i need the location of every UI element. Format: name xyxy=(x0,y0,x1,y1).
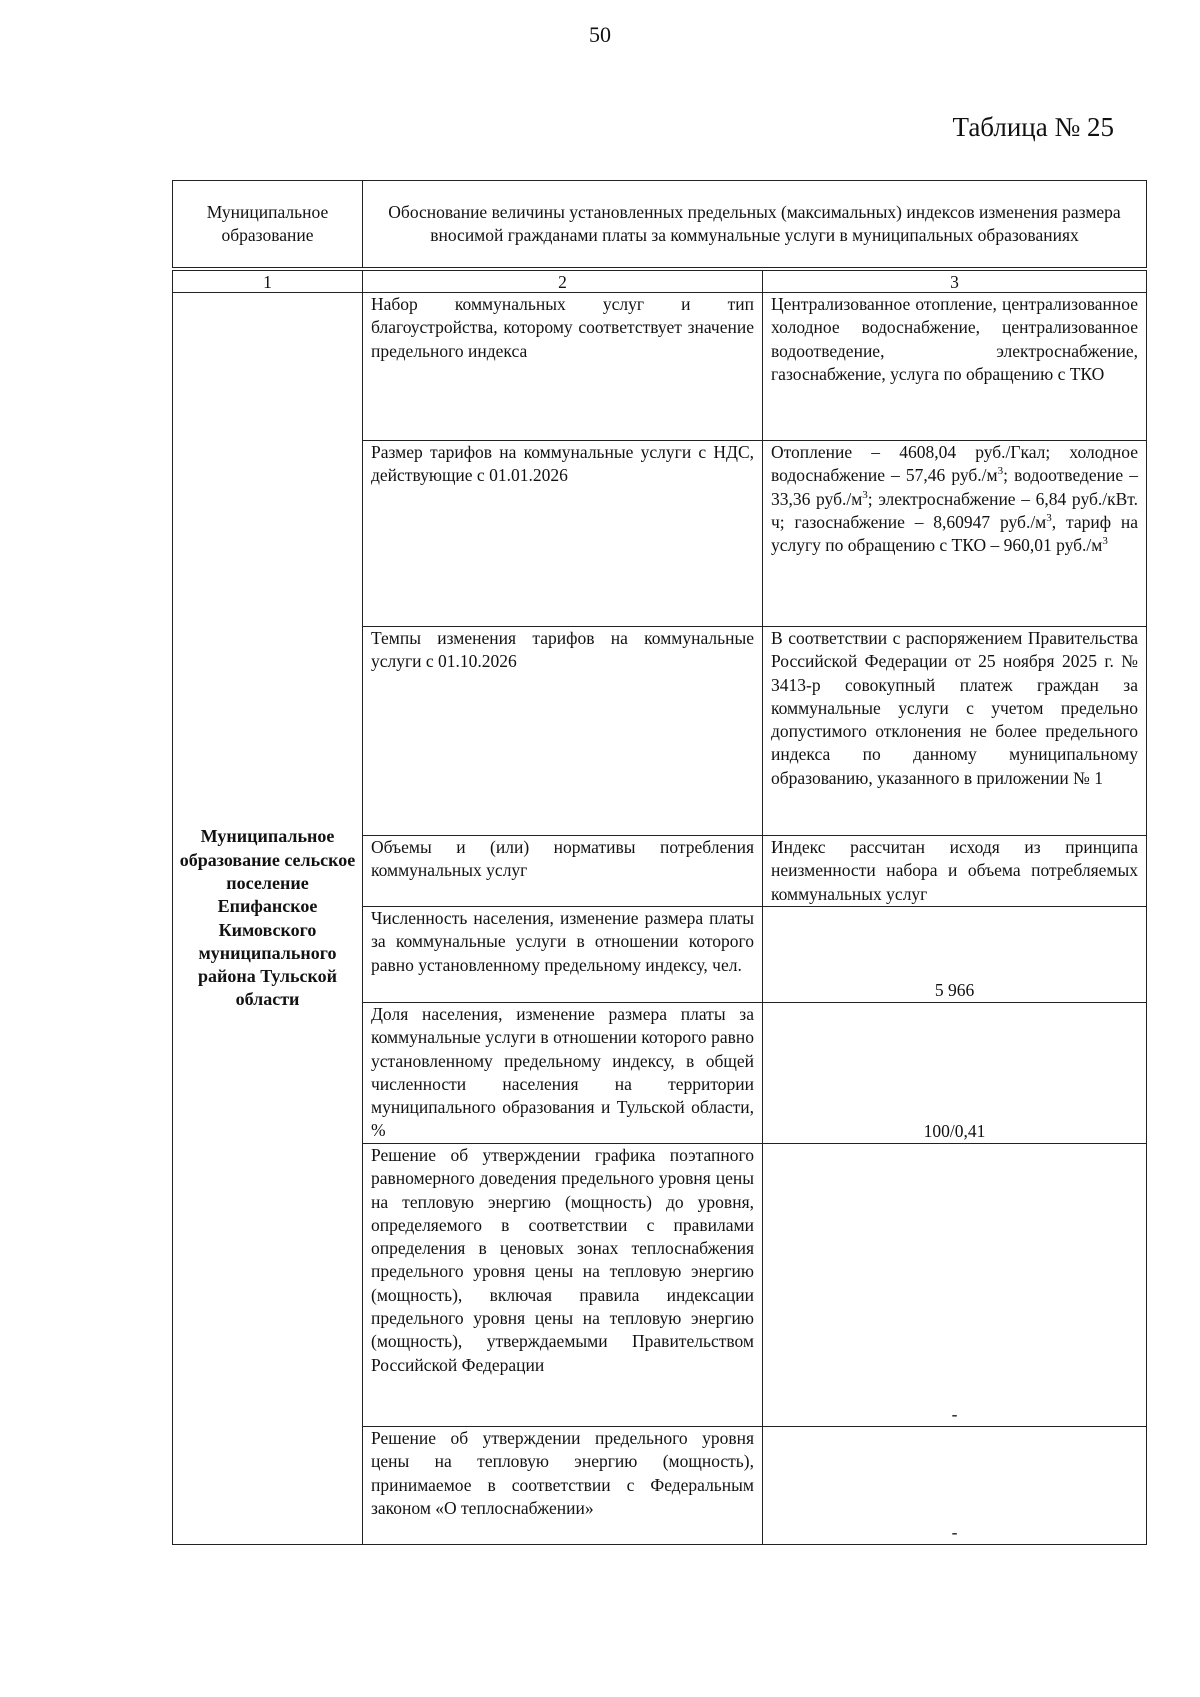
row-value: - xyxy=(763,1144,1147,1427)
row-label: Решение об утверждении графика поэтапного равномерного доведения предельного уровня цены на тепловую энергию (мощность) до уровня, определяемого в соответствии с правилами определения в ценовых зонах теплоснабжения предельного уровня цены на тепловую энергию (мощность), включая правила индексации предельного уровня цены на тепловую энергию (мощность), утверждаемыми Правительством Российской Федерации xyxy=(363,1144,763,1427)
row-label: Объемы и (или) нормативы потребления коммунальных услуг xyxy=(363,836,763,907)
row-label: Набор коммунальных услуг и тип благоустройства, которому соответствует значение предельного индекса xyxy=(363,293,763,441)
table-title: Таблица № 25 xyxy=(952,112,1114,142)
superscript: 3 xyxy=(862,488,868,501)
row-value: В соответствии с распоряжением Правительства Российской Федерации от 25 ноября 2025 г. № 3413-р совокупный платеж граждан за коммунальные услуги с учетом предельно допустимого отклонения не более предельного индекса по данному муниципальному образованию, указанного в приложении № 1 xyxy=(763,627,1147,836)
table-row xyxy=(173,293,1147,441)
row-value: Централизованное отопление, централизованное холодное водоснабжение, централизованное водоотведение, электроснабжение, газоснабжение, услуга по обращению с ТКО xyxy=(763,293,1147,441)
row-value: - xyxy=(763,1427,1147,1545)
row-label: Размер тарифов на коммунальные услуги с НДС, действующие с 01.01.2026 xyxy=(363,441,763,627)
tariff-part: ; электроснабжение – 6,84 руб./кВт. ч; газоснабжение – 8,60947 руб./м xyxy=(771,488,1138,532)
tariff-part: ; водоотведение – 33,36 руб./м xyxy=(771,465,1138,509)
row-value: 100/0,41 xyxy=(763,1003,1147,1144)
column-number: 3 xyxy=(763,271,1147,293)
table-header xyxy=(172,180,1147,268)
column-numbers-row xyxy=(173,271,1147,293)
row-label: Решение об утверждении предельного уровня цены на тепловую энергию (мощность), принимаемое в соответствии с Федеральным законом «О теплоснабжении» xyxy=(363,1427,763,1545)
header-municipality: Муниципальное образование xyxy=(173,181,363,268)
page-number: 50 xyxy=(589,22,611,47)
row-value xyxy=(763,441,1147,627)
superscript: 3 xyxy=(997,465,1004,478)
superscript: 3 xyxy=(1102,535,1108,548)
municipality-name: Муниципальное образование сельское поселение Епифанское Кимовского муниципального района Тульской области xyxy=(173,293,363,1545)
data-table xyxy=(172,270,1147,1545)
row-label: Численность населения, изменение размера платы за коммунальные услуги в отношении которого равно установленному предельному индексу, чел. xyxy=(363,907,763,1003)
row-label: Темпы изменения тарифов на коммунальные услуги с 01.10.2026 xyxy=(363,627,763,836)
superscript: 3 xyxy=(1046,512,1052,525)
row-value: 5 966 xyxy=(763,907,1147,1003)
tariff-part: , тариф на услугу по обращению с ТКО – 960,01 руб./м xyxy=(771,511,1138,556)
row-value: Индекс рассчитан исходя из принципа неизменности набора и объема потребляемых коммунальных услуг xyxy=(763,836,1147,907)
tariff-part: Отопление – 4608,04 руб./Гкал; холодное водоснабжение – 57,46 руб./м xyxy=(771,442,1138,486)
column-number: 1 xyxy=(173,271,363,293)
row-label: Доля населения, изменение размера платы за коммунальные услуги в отношении которого равно установленному предельному индексу, в общей численности населения на территории муниципального образования и Тульской области, % xyxy=(363,1003,763,1144)
column-number: 2 xyxy=(363,271,763,293)
header-justification: Обоснование величины установленных предельных (максимальных) индексов изменения размера вносимой гражданами платы за коммунальные услуги в муниципальных образованиях xyxy=(363,181,1147,268)
